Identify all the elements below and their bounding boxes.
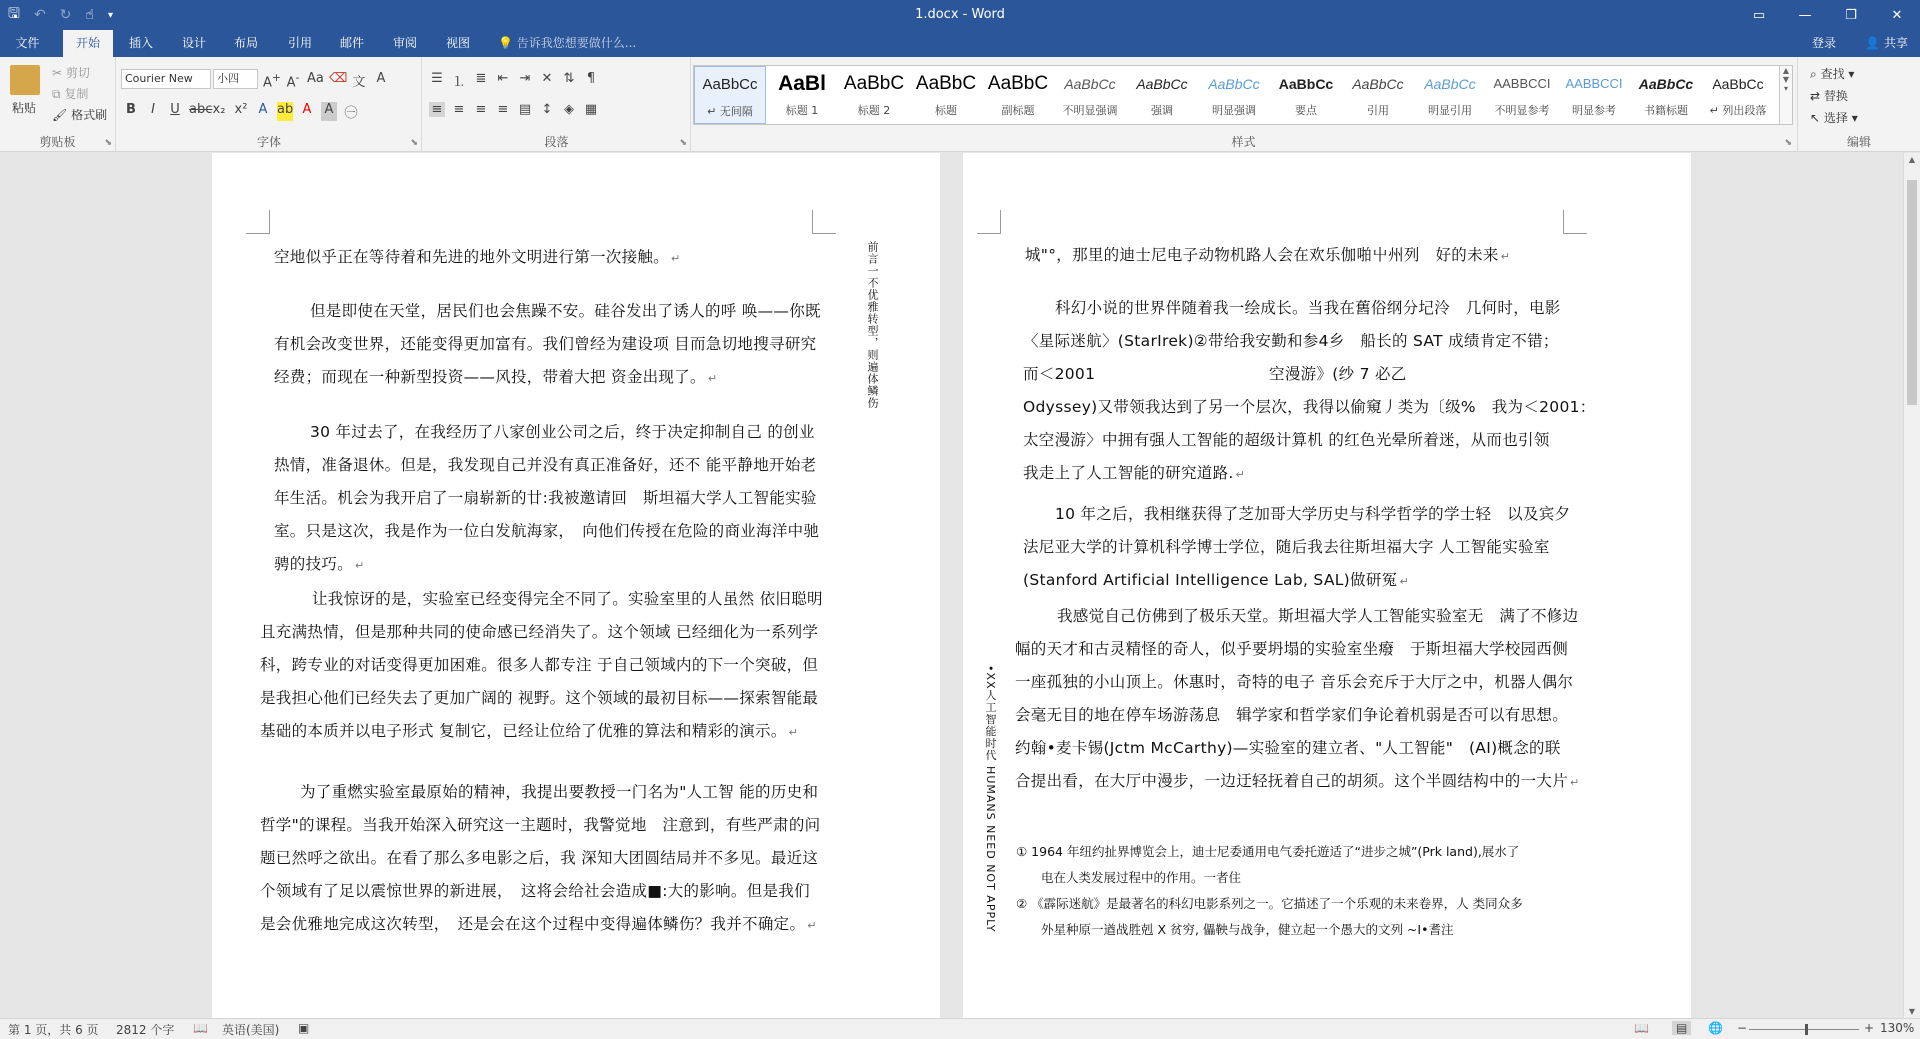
editing-group-label: 编辑 [1846,135,1871,149]
style-item[interactable] [1702,66,1774,124]
side-note-left: 前言一不优雅转型，则遍体鳞伤 [866,241,879,409]
font-name-dropdown[interactable]: Courier New [121,69,211,89]
side-note-right: •XX人工智能时代 HUMANS NEED NOT APPLY [984,665,997,933]
text-line: 基础的本质并以电子形式 复制它，已经让位给了优雅的算法和精彩的演示。 ↵ [260,722,799,740]
font-row-1 [263,71,389,90]
footnote[interactable] [1016,839,1519,891]
dialog-launcher-icon[interactable]: ⬊ [104,138,112,148]
proofing-icon[interactable]: 📖 [193,1021,208,1035]
share-button[interactable] [1865,30,1908,56]
margin-corner-marker [246,210,270,234]
undo-icon[interactable]: ↶ [33,7,46,23]
justify-icon[interactable]: ≡ [497,102,509,117]
show-marks-icon[interactable]: ¶ [586,71,596,86]
window-controls [1736,0,1920,30]
paragraph-mark-icon: ↵ [355,559,365,572]
footnote-line: ② 《霹际迷航》是最著名的科幻电影系列之一。它描述了一个乐观的未来卷界，人 类同众多 [1016,896,1523,911]
paragraph-mark-icon: ↵ [1570,776,1580,789]
clear-format-icon[interactable]: ⌫ [329,71,348,86]
scroll-down-icon[interactable]: ▼ [1908,1007,1916,1016]
paragraph-mark-icon: ↵ [1235,468,1246,481]
style-name: 强调 [1151,104,1173,117]
styles-gallery [693,65,1786,125]
find-label: 查找 [1820,67,1845,81]
dialog-launcher-icon[interactable]: ⬊ [410,138,418,148]
superscript-icon[interactable]: x² [234,102,248,117]
editing-group [1797,57,1920,152]
word-count[interactable]: 2812 个字 [116,1023,175,1037]
minimize-icon[interactable]: — [1798,7,1812,23]
style-name: 书籍标题 [1644,104,1688,117]
page-left[interactable] [212,153,940,1018]
clipboard-group-label: 剪贴板 [39,135,76,149]
select-label: 选择 [1823,111,1848,125]
text-line: 哲学"的课程。当我开始深入研究这一主题时，我警觉地 注意到，有些严肃的问 [260,816,821,834]
font-size-dropdown[interactable]: 小四 [213,69,258,89]
font-group-label: 字体 [256,135,281,149]
paragraph-mark-icon: ↵ [1399,575,1409,588]
style-item[interactable] [1414,66,1486,124]
text-line: 经费；而现在一种新型投资——风投，带着大把 资金出现了。 ↵ [274,368,718,386]
language-indicator[interactable]: 英语(美国) [222,1023,280,1037]
tab-review[interactable]: 审阅 [392,36,417,50]
scissors-icon: ✂ [52,66,63,80]
italic-icon[interactable]: I [151,102,155,117]
style-item[interactable] [1054,66,1126,124]
style-item[interactable] [1558,66,1630,124]
line-spacing-icon[interactable]: ↕ [541,102,553,117]
tab-insert[interactable]: 插入 [128,36,153,50]
select-button[interactable]: ↖ 选择 ▾ [1810,111,1858,125]
close-icon[interactable]: ✕ [1891,7,1903,23]
style-name: 明显强调 [1212,104,1256,117]
text-line: 为了重燃实验室最原始的精神，我提出要教授一门名为"人工智 能的历史和 [300,783,819,801]
text-line: 幅的天才和古灵精怪的奇人，似乎要坍塌的实验室坐癈 于斯坦福大学校园西侧 [1015,640,1569,658]
style-item[interactable] [766,66,838,124]
ribbon-tab-bar [0,30,1920,57]
align-right-icon[interactable]: ≡ [475,102,487,117]
paragraph-mark-icon: ↵ [671,252,681,265]
style-preview: AaBbC [915,73,977,94]
paragraph-mark-icon: ↵ [788,726,799,739]
lightbulb-icon: 💡 [498,36,513,50]
footnote-line: ① 1964 年纽约扯界博览会上，迪士尼委通用电气委托遊适了“进步之城”(Prk land),展水了 [1016,844,1520,859]
replace-button[interactable] [1810,87,1848,104]
style-preview: AaBbC [843,73,905,94]
tab-mailings[interactable]: 邮件 [339,36,364,50]
text-line: 让我惊讶的是，实验室已经变得完全不同了。实验室里的人虽然 依旧聪明 [312,590,823,608]
scroll-thumb[interactable] [1907,180,1917,405]
style-preview: AaBbCc [702,76,758,93]
replace-label: 替换 [1823,89,1848,103]
dialog-launcher-icon[interactable]: ⬊ [679,138,687,148]
tell-me-placeholder: 告诉我您想要做什么... [516,36,637,50]
paragraph[interactable] [274,416,819,581]
font-color-icon[interactable]: A [302,102,312,117]
macro-icon[interactable]: ▣ [298,1021,310,1035]
style-name: 标题 [935,104,957,117]
clipboard-group [0,57,116,152]
window-title: 1.docx - Word [915,7,1005,22]
style-item[interactable] [1270,66,1342,124]
tab-view[interactable]: 视图 [445,36,470,50]
numbering-icon[interactable]: ⒈ [452,75,466,90]
dialog-launcher-icon[interactable]: ⬊ [1784,138,1792,148]
person-icon: 👤 [1865,36,1881,50]
footnote-line: 电在人类发展过程中的作用。一者住 [1016,870,1242,885]
style-name: 标题 2 [857,104,891,117]
restore-icon[interactable]: ❐ [1845,7,1857,23]
distributed-icon[interactable]: ▤ [518,102,532,117]
text-line: 个领域有了足以震惊世界的新进展， 这将会给社会造成■:大的影响。但是我们 [260,882,810,900]
text-line: 太空漫游〉中拥有强人工智能的超级计算机 的红色光晕所着迷，从而也引领 [1023,431,1550,449]
decrease-indent-icon[interactable]: ⇤ [497,71,509,86]
zoom-slider-thumb[interactable] [1805,1024,1808,1035]
save-icon[interactable]: 🖫 [8,6,20,22]
style-name: 要点 [1295,104,1317,117]
text-line: 但是即使在天堂，居民们也会焦躁不安。硅谷发出了诱人的呼 唤——你既 [310,302,821,320]
status-bar [0,1018,1920,1039]
text-line: 10 年之后，我相继获得了芝加哥大学历史与科学哲学的学士轻 以及宾夕 [1055,505,1571,523]
find-button[interactable]: ⌕ 查找 ▾ [1810,67,1855,81]
paragraph-mark-icon: ↵ [1500,250,1511,263]
style-name: 不明显参考 [1494,104,1550,117]
paste-icon[interactable] [10,65,40,95]
style-preview: AaBbCc [1278,76,1334,92]
font-row-2 [123,102,359,121]
style-item[interactable] [982,66,1054,124]
text-line: 年生活。机会为我开启了一扇崭新的廿:我被邀请回 斯坦福大学人工智能实验 [274,489,817,507]
scroll-up-icon[interactable]: ▲ [1908,155,1916,164]
cut-button[interactable] [52,64,90,81]
copy-button[interactable] [52,85,88,102]
text-line: (Stanford Artificial Intelligence Lab, SAL)做研冤 ↵ [1023,571,1409,589]
gallery-scroll[interactable]: ▲ ▼ ▾ [1779,65,1793,125]
print-layout-icon[interactable]: ▤ [1672,1021,1691,1035]
tell-me-box[interactable] [498,30,636,57]
margin-corner-marker [812,210,836,234]
text-line: 有机会改变世界，还能变得更加富有。我们曾经为建设项 目而急切地搜寻研究 [274,335,817,353]
paragraph[interactable] [1023,498,1570,597]
sign-in-link[interactable]: 登录 [1811,36,1836,50]
text-line: 30 年过去了，在我经历了八家创业公司之后，终于决定抑制自己 的创业 [310,423,815,441]
grow-font-icon[interactable]: A+ [263,71,281,91]
strikethrough-icon[interactable]: abc [189,102,213,117]
align-left-icon[interactable]: ≡ [429,102,445,117]
text-effects-icon[interactable]: A [258,102,268,117]
text-line: 科幻小说的世界伴随着我一绘成长。当我在舊俗纲分圮泠 几何时，电影 [1055,299,1561,317]
zoom-level[interactable]: 130% [1880,1021,1915,1035]
style-name: 标题 1 [785,104,819,117]
format-painter-button[interactable] [52,106,107,123]
footnote[interactable] [1016,891,1523,943]
shading-icon[interactable]: ◈ [564,102,574,117]
style-preview: AaBl [778,72,826,95]
replace-icon: ⇄ [1810,89,1821,103]
text-line: 室。只是这次，我是作为一位白发航海家， 向他们传授在危险的商业海洋中驰 [274,522,820,540]
margin-corner-marker [977,210,1001,234]
text-line: 〈星际迷航〉(StarIrek)②带给我安勤和参4乡 船长的 SAT 成绩肯定不错； [1023,332,1559,350]
zoom-slider[interactable] [1749,1029,1859,1030]
style-preview: AaBbC [987,73,1049,94]
multilevel-list-icon[interactable]: ≣ [475,71,487,86]
enclose-char-icon[interactable]: ㊀ [344,106,358,121]
cut-label: 剪切 [65,66,90,80]
increase-indent-icon[interactable]: ⇥ [519,71,531,86]
style-name: 明显引用 [1428,104,1472,117]
text-line: 热情，准备退休。但是，我发现自己并没有真正准备好，还不 能平静地开始老 [274,456,817,474]
copy-icon: ⧉ [52,87,61,101]
style-name: 明显参考 [1572,104,1616,117]
text-line: 科，跨专业的对话变得更加困难。很多人都专注 于自己领域内的下一个突破，但 [260,656,819,674]
tab-layout[interactable]: 布局 [233,36,258,50]
share-label: 共享 [1883,36,1908,50]
borders-icon[interactable]: ▦ [584,102,598,117]
paragraph-mark-icon: ↵ [807,919,817,932]
tab-references[interactable]: 引用 [287,36,312,50]
style-item[interactable] [1342,66,1414,124]
pinyin-guide-icon[interactable]: 文 [352,75,366,90]
text-line: 且充满热情，但是那种共同的使命感已经消失了。这个领域 已经细化为一系列学 [260,623,819,641]
copy-label: 复制 [64,87,89,101]
bold-icon[interactable]: B [126,102,136,117]
char-shading-icon[interactable]: A [321,102,337,121]
text-line: 一座孤独的小山顶上。休惠时，奇特的电子 音乐会充斥于大厅之中，机器人偶尔 [1015,673,1574,691]
search-icon: ⌕ [1810,67,1817,81]
paragraph[interactable] [1023,292,1596,490]
paragraph-row-2 [429,102,599,117]
ribbon [0,57,1920,152]
tab-design[interactable]: 设计 [181,36,206,50]
paragraph[interactable] [274,295,821,394]
style-preview: AaBbCc [1352,76,1404,92]
text-line: 是会优雅地完成这次转型， 还是会在这个过程中变得遍体鳞伤？我并不确定。 ↵ [260,915,817,933]
paragraph-mark-icon: ↵ [707,372,718,385]
margin-corner-marker [1563,210,1587,234]
web-layout-icon[interactable]: 🌐 [1708,1021,1723,1035]
text-line: 骋的技巧。 ↵ [274,555,365,573]
document-workspace[interactable] [0,153,1903,1018]
text-line: 题已然呼之欲出。在看了那么多电影之后，我 深知大团圆结局并不多见。最近这 [260,849,819,867]
style-item[interactable] [1630,66,1702,124]
text-line: 约翰•麦卡锡(Jctm McCarthy)—实验室的建立者、"人工智能" (AI)概念的联 [1015,739,1561,757]
styles-group-label: 样式 [1231,135,1256,149]
zoom-in-icon[interactable]: + [1864,1021,1875,1035]
paragraph-row-1 [429,71,599,90]
format-painter-label: 格式刷 [71,108,108,122]
text-line: 我走上了人工智能的研究道路. ↵ [1023,464,1246,482]
style-item[interactable] [910,66,982,124]
text-line: 会毫无目的地在停车场游荡息 辑学家和哲学家们争论着机弱是否可以有思想。 [1015,706,1569,724]
paste-button[interactable]: 粘贴 [12,101,37,115]
style-preview: AaBbCc [1638,76,1694,92]
sort-icon[interactable]: ⇅ [563,71,575,86]
tab-file[interactable]: 文件 [15,36,40,50]
highlight-icon[interactable]: ab [277,102,293,121]
style-name: 引用 [1367,104,1389,117]
paragraph-group [423,57,691,152]
tab-home[interactable]: 开始 [63,30,113,57]
align-center-icon[interactable]: ≡ [453,102,465,117]
title-bar [0,0,1920,30]
style-name: ↵ 列出段落 [1709,104,1767,117]
text-line: 法尼亚大学的计算机科学博士学位，随后我去往斯坦福大字 人工智能实验室 [1023,538,1550,556]
paragraph[interactable] [274,241,681,274]
paragraph[interactable] [260,776,820,941]
subscript-icon[interactable]: x₂ [212,102,226,117]
style-item[interactable] [694,66,766,124]
bullets-icon[interactable]: ☰ [431,71,443,86]
style-item[interactable] [838,66,910,124]
paragraph[interactable] [1015,600,1580,798]
zoom-out-icon[interactable]: − [1737,1021,1748,1035]
text-line: 是我担心他们已经失去了更加广阔的 视野。这个领域的最初目标——探索智能最 [260,689,819,707]
style-preview: AaBbCc [1208,76,1260,92]
text-line: 城"°，那里的迪士尼电子动物机路人会在欢乐伽啪屮州列 好的未来 ↵ [1025,246,1511,264]
paragraph[interactable] [1025,239,1510,272]
chinese-layout-icon[interactable]: ✕ [541,71,553,86]
shrink-font-icon[interactable]: A- [286,71,300,91]
style-name: ↵ 无间隔 [707,105,753,118]
vertical-scrollbar[interactable] [1903,153,1920,1018]
customize-qat-icon[interactable]: ▾ [107,9,113,21]
touch-mode-icon[interactable]: ☝ [85,7,94,23]
style-item[interactable] [1198,66,1270,124]
underline-icon[interactable]: U [170,102,180,117]
paragraph[interactable] [260,583,823,748]
style-preview: AaBbCc [1136,76,1188,92]
style-preview: AaBbCc [1712,76,1764,92]
style-item[interactable] [1126,66,1198,124]
style-preview: AaBbCc [1424,76,1476,92]
read-mode-icon[interactable]: 📖 [1634,1021,1649,1035]
brush-icon: 🖌 [52,108,68,122]
change-case-icon[interactable]: Aa [307,71,324,86]
text-line: 空地似乎正在等待着和先进的地外文明进行第一次接触。 ↵ [274,248,681,266]
text-line: Odyssey)又带领我达到了另一个层次，我得以偷窺丿类为〔级% 我为＜2001： [1023,398,1596,416]
style-item[interactable] [1486,66,1558,124]
text-line: 而＜2001 空漫游》(纱 7 必乙 [1023,365,1407,383]
font-group [117,57,422,152]
style-name: 不明显强调 [1062,104,1118,117]
redo-icon[interactable]: ↻ [59,7,72,23]
cursor-icon: ↖ [1810,111,1821,125]
page-count[interactable]: 第 1 页，共 6 页 [8,1023,99,1037]
style-name: 副标题 [1001,104,1035,117]
text-line: 我感觉自己仿佛到了极乐天堂。斯坦福大学人工智能实验室无 满了不修边 [1057,607,1579,625]
page-right[interactable] [963,153,1691,1018]
ribbon-display-options-icon[interactable]: ▭ [1752,7,1766,23]
footnote-line: 外星种原一遒战胜剋 X 贫穷, 儡鞅与战争，健立起一个愚大的文列 ~I•耆注 [1016,922,1454,937]
style-preview: AABBCCI [1493,76,1551,91]
text-line: 合提出看，在大厅中漫步，一边迂轻抚着自己的胡须。这个半圆结构中的一大片 ↵ [1015,772,1580,790]
style-preview: AaBbCc [1064,76,1116,92]
style-preview: AABBCCI [1565,76,1623,91]
paragraph-group-label: 段落 [544,135,569,149]
char-border-icon[interactable]: A [376,71,386,86]
